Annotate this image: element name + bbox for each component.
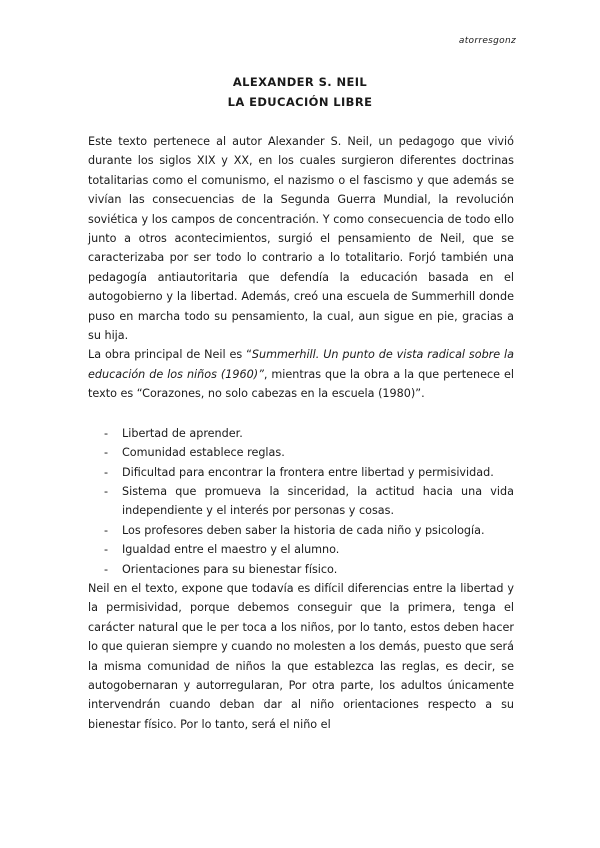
title-subject: LA EDUCACIÓN LIBRE	[227, 95, 373, 109]
list-item	[104, 560, 514, 579]
key-points-list	[88, 424, 514, 579]
list-item	[104, 424, 514, 443]
bullet-dash: -	[104, 465, 109, 479]
list-item	[104, 540, 514, 559]
list-item	[104, 482, 514, 521]
list-item-text: Igualdad entre el maestro y el alumno.	[122, 543, 340, 557]
list-item-text: Los profesores deben saber la historia de cada niño y psicología.	[122, 523, 485, 537]
bullet-dash: -	[104, 543, 109, 557]
bullet-dash: -	[104, 426, 109, 440]
bullet-dash: -	[104, 446, 109, 460]
intro-paragraph: Este texto pertenece al autor Alexander S. Neil, un pedagogo que vivió durante los siglos XIX y XX, en los cuales surgieron diferentes doctrinas totalitarias como el comunismo, el nazismo o el fascismo y que además se vivían las consecuencias de la Segunda Guerra Mundial, la revolución soviética y los campos de concentración. Y como consecuencia de todo ello junto a otros acontecimientos, surgió el pensamiento de Neil, que se caracterizaba por ser todo lo contrario a lo totalitario. Forjó también una pedagogía antiautoritaria que defendía la educación basada en el autogobierno y la libertad. Además, creó una escuela de Summerhill donde puso en marcha todo su pensamiento, la cual, aun sigue en pie, gracias a su hija.	[88, 135, 514, 343]
list-item-text: Comunidad establece reglas.	[122, 446, 285, 460]
works-suffix: , mientras que la obra a la que pertenece el texto es “Corazones, no solo cabezas en la escuela (1980)”.	[88, 367, 514, 401]
list-item-text: Dificultad para encontrar la frontera entre libertad y permisividad.	[122, 465, 494, 479]
list-item-text: Libertad de aprender.	[122, 426, 243, 440]
author-tag: atorresgonz	[458, 36, 516, 46]
title-author: ALEXANDER S. NEIL	[232, 75, 368, 89]
list-item	[104, 463, 514, 482]
bullet-dash: -	[104, 523, 109, 537]
list-item	[104, 521, 514, 540]
works-title: Summerhill. Un punto de vista radical sobre la educación de los niños (1960)”	[88, 348, 514, 381]
document-body	[88, 132, 514, 734]
list-item	[104, 443, 514, 462]
closing-paragraph: Neil en el texto, expone que todavía es difícil diferencias entre la libertad y la permisividad, porque debemos conseguir que la primera, tenga el carácter natural que le per toca a los niños, por lo tanto, estos deben hacer lo que quieran siempre y cuando no molesten a los demás, puesto que será la misma comunidad de niños la que establezca las reglas, es decir, se autogobernaran y autorregularan, Por otra parte, los adultos únicamente intervendrán cuando deban dar al niño orientaciones respecto a su bienestar físico. Por lo tanto, será el niño el	[88, 581, 514, 731]
works-paragraph	[88, 345, 514, 403]
list-item-text: Sistema que promueva la sinceridad, la actitud hacia una vida independiente y el interés por personas y cosas.	[122, 484, 514, 518]
document-heading	[0, 72, 600, 112]
list-item-text: Orientaciones para su bienestar físico.	[122, 562, 338, 576]
bullet-dash: -	[104, 484, 109, 498]
works-prefix: La obra principal de Neil es “	[88, 348, 252, 362]
bullet-dash: -	[104, 562, 109, 576]
